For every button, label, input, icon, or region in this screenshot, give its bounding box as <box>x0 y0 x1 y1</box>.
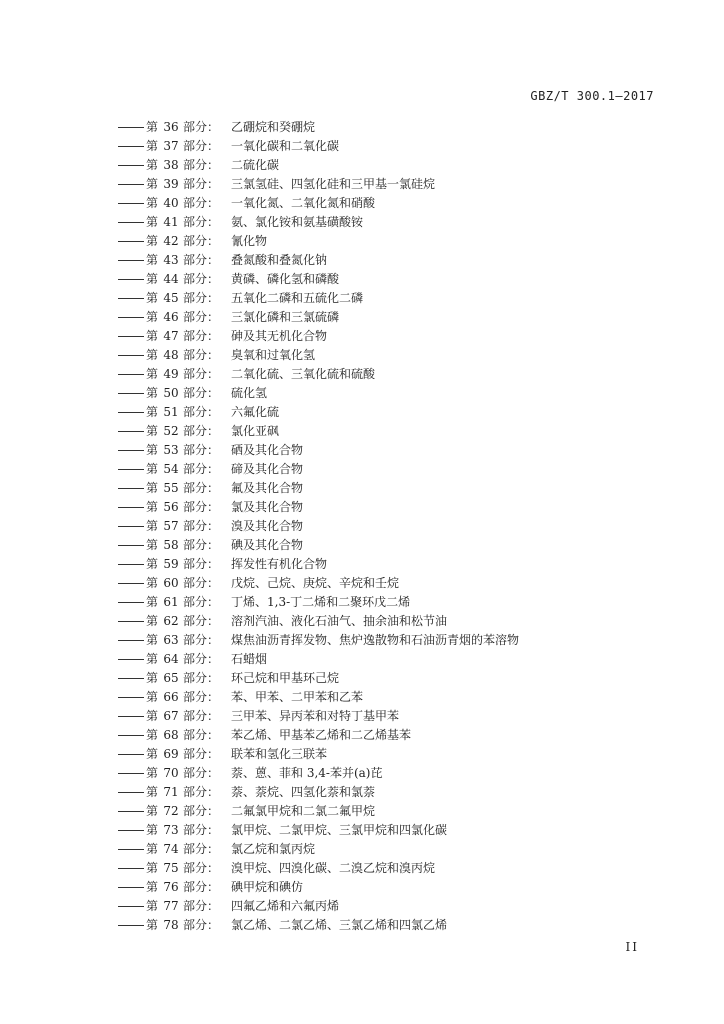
part-prefix: 第 <box>146 709 159 723</box>
list-item <box>118 498 519 517</box>
list-item <box>118 688 519 707</box>
part-title: 萘、蒽、菲和 3,4-苯并(a)芘 <box>231 766 383 780</box>
part-prefix: 第 <box>146 557 159 571</box>
part-prefix: 第 <box>146 728 159 742</box>
part-prefix: 第 <box>146 158 159 172</box>
em-dash <box>118 792 144 793</box>
part-number: 59 <box>163 557 179 571</box>
list-item <box>118 346 519 365</box>
part-number: 46 <box>163 310 179 324</box>
part-number: 72 <box>163 804 179 818</box>
em-dash <box>118 868 144 869</box>
part-number: 42 <box>163 234 179 248</box>
part-title: 臭氧和过氧化氢 <box>231 348 316 362</box>
part-suffix: 部分： <box>183 500 220 514</box>
list-item <box>118 289 519 308</box>
part-prefix: 第 <box>146 367 159 381</box>
part-title: 硫化氢 <box>231 386 268 400</box>
part-prefix: 第 <box>146 842 159 856</box>
part-number: 54 <box>163 462 179 476</box>
part-prefix: 第 <box>146 310 159 324</box>
part-number: 49 <box>163 367 179 381</box>
part-title: 挥发性有机化合物 <box>231 557 328 571</box>
em-dash <box>118 640 144 641</box>
em-dash <box>118 678 144 679</box>
part-number: 63 <box>163 633 179 647</box>
part-title: 联苯和氢化三联苯 <box>231 747 328 761</box>
part-prefix: 第 <box>146 519 159 533</box>
part-number: 67 <box>163 709 179 723</box>
part-number: 77 <box>163 899 179 913</box>
em-dash <box>118 469 144 470</box>
list-item <box>118 574 519 593</box>
part-number: 68 <box>163 728 179 742</box>
list-item <box>118 479 519 498</box>
part-title: 苯、甲苯、二甲苯和乙苯 <box>231 690 364 704</box>
part-number: 36 <box>163 120 179 134</box>
list-item <box>118 156 519 175</box>
list-item <box>118 897 519 916</box>
em-dash <box>118 887 144 888</box>
part-prefix: 第 <box>146 823 159 837</box>
part-prefix: 第 <box>146 899 159 913</box>
part-prefix: 第 <box>146 595 159 609</box>
part-suffix: 部分： <box>183 158 220 172</box>
part-prefix: 第 <box>146 633 159 647</box>
part-prefix: 第 <box>146 253 159 267</box>
list-item <box>118 251 519 270</box>
part-title: 氨、氯化铵和氨基磺酸铵 <box>231 215 364 229</box>
part-number: 55 <box>163 481 179 495</box>
part-prefix: 第 <box>146 329 159 343</box>
part-number: 51 <box>163 405 179 419</box>
part-prefix: 第 <box>146 234 159 248</box>
part-title: 溶剂汽油、液化石油气、抽余油和松节油 <box>231 614 448 628</box>
list-item <box>118 764 519 783</box>
em-dash <box>118 412 144 413</box>
part-number: 56 <box>163 500 179 514</box>
em-dash <box>118 754 144 755</box>
em-dash <box>118 602 144 603</box>
part-number: 78 <box>163 918 179 932</box>
part-prefix: 第 <box>146 538 159 552</box>
list-item <box>118 175 519 194</box>
list-item <box>118 878 519 897</box>
part-number: 38 <box>163 158 179 172</box>
part-title: 乙硼烷和癸硼烷 <box>231 120 316 134</box>
em-dash <box>118 659 144 660</box>
list-item <box>118 517 519 536</box>
list-item <box>118 650 519 669</box>
em-dash <box>118 317 144 318</box>
part-number: 75 <box>163 861 179 875</box>
part-suffix: 部分： <box>183 329 220 343</box>
part-prefix: 第 <box>146 348 159 362</box>
part-prefix: 第 <box>146 481 159 495</box>
part-number: 45 <box>163 291 179 305</box>
part-number: 50 <box>163 386 179 400</box>
em-dash <box>118 298 144 299</box>
em-dash <box>118 811 144 812</box>
part-title: 氯甲烷、二氯甲烷、三氯甲烷和四氯化碳 <box>231 823 448 837</box>
list-item <box>118 916 519 935</box>
part-title: 黄磷、磷化氢和磷酸 <box>231 272 340 286</box>
em-dash <box>118 355 144 356</box>
part-suffix: 部分： <box>183 386 220 400</box>
part-suffix: 部分： <box>183 367 220 381</box>
part-suffix: 部分： <box>183 462 220 476</box>
em-dash <box>118 545 144 546</box>
part-title: 苯乙烯、甲基苯乙烯和二乙烯基苯 <box>231 728 412 742</box>
part-suffix: 部分： <box>183 880 220 894</box>
part-prefix: 第 <box>146 462 159 476</box>
part-title: 溴及其化合物 <box>231 519 304 533</box>
list-item <box>118 726 519 745</box>
em-dash <box>118 488 144 489</box>
parts-list <box>118 118 519 935</box>
part-suffix: 部分： <box>183 405 220 419</box>
part-title: 一氧化氮、二氧化氮和硝酸 <box>231 196 376 210</box>
part-title: 氯及其化合物 <box>231 500 304 514</box>
part-number: 48 <box>163 348 179 362</box>
part-number: 74 <box>163 842 179 856</box>
list-item <box>118 821 519 840</box>
part-title: 四氟乙烯和六氟丙烯 <box>231 899 340 913</box>
part-title: 三氯化磷和三氯硫磷 <box>231 310 340 324</box>
part-prefix: 第 <box>146 177 159 191</box>
part-title: 五氧化二磷和五硫化二磷 <box>231 291 364 305</box>
list-item <box>118 327 519 346</box>
part-number: 40 <box>163 196 179 210</box>
list-item <box>118 365 519 384</box>
em-dash <box>118 431 144 432</box>
part-title: 氟及其化合物 <box>231 481 304 495</box>
part-number: 53 <box>163 443 179 457</box>
part-prefix: 第 <box>146 690 159 704</box>
part-number: 41 <box>163 215 179 229</box>
part-number: 60 <box>163 576 179 590</box>
part-title: 二氧化硫、三氧化硫和硫酸 <box>231 367 376 381</box>
part-title: 戊烷、己烷、庚烷、辛烷和壬烷 <box>231 576 400 590</box>
part-number: 71 <box>163 785 179 799</box>
part-title: 碘甲烷和碘仿 <box>231 880 304 894</box>
list-item <box>118 403 519 422</box>
list-item <box>118 460 519 479</box>
part-suffix: 部分： <box>183 272 220 286</box>
list-item <box>118 441 519 460</box>
part-suffix: 部分： <box>183 842 220 856</box>
list-item <box>118 745 519 764</box>
part-title: 一氧化碳和二氧化碳 <box>231 139 340 153</box>
part-prefix: 第 <box>146 120 159 134</box>
part-title: 碲及其化合物 <box>231 462 304 476</box>
part-title: 三氯氢硅、四氢化硅和三甲基一氯硅烷 <box>231 177 436 191</box>
part-suffix: 部分： <box>183 690 220 704</box>
em-dash <box>118 773 144 774</box>
part-number: 43 <box>163 253 179 267</box>
part-title: 硒及其化合物 <box>231 443 304 457</box>
list-item <box>118 707 519 726</box>
part-prefix: 第 <box>146 272 159 286</box>
part-suffix: 部分： <box>183 861 220 875</box>
list-item <box>118 270 519 289</box>
part-number: 70 <box>163 766 179 780</box>
em-dash <box>118 146 144 147</box>
part-prefix: 第 <box>146 424 159 438</box>
part-suffix: 部分： <box>183 823 220 837</box>
part-suffix: 部分： <box>183 177 220 191</box>
list-item <box>118 232 519 251</box>
part-title: 氯乙烷和氯丙烷 <box>231 842 316 856</box>
part-title: 六氟化硫 <box>231 405 280 419</box>
list-item <box>118 859 519 878</box>
part-number: 66 <box>163 690 179 704</box>
part-suffix: 部分： <box>183 443 220 457</box>
em-dash <box>118 526 144 527</box>
part-suffix: 部分： <box>183 424 220 438</box>
part-number: 69 <box>163 747 179 761</box>
part-title: 砷及其无机化合物 <box>231 329 328 343</box>
part-prefix: 第 <box>146 196 159 210</box>
part-title: 碘及其化合物 <box>231 538 304 552</box>
part-suffix: 部分： <box>183 139 220 153</box>
em-dash <box>118 450 144 451</box>
em-dash <box>118 184 144 185</box>
list-item <box>118 783 519 802</box>
list-item <box>118 118 519 137</box>
part-prefix: 第 <box>146 671 159 685</box>
part-number: 58 <box>163 538 179 552</box>
part-title: 三甲苯、异丙苯和对特丁基甲苯 <box>231 709 400 723</box>
list-item <box>118 213 519 232</box>
part-suffix: 部分： <box>183 215 220 229</box>
part-suffix: 部分： <box>183 899 220 913</box>
part-suffix: 部分： <box>183 234 220 248</box>
part-number: 65 <box>163 671 179 685</box>
list-item <box>118 840 519 859</box>
part-prefix: 第 <box>146 785 159 799</box>
em-dash <box>118 203 144 204</box>
list-item <box>118 802 519 821</box>
part-suffix: 部分： <box>183 785 220 799</box>
part-prefix: 第 <box>146 766 159 780</box>
part-number: 76 <box>163 880 179 894</box>
part-prefix: 第 <box>146 405 159 419</box>
part-prefix: 第 <box>146 500 159 514</box>
part-prefix: 第 <box>146 139 159 153</box>
part-title: 石蜡烟 <box>231 652 268 666</box>
part-number: 57 <box>163 519 179 533</box>
standard-code: GBZ/T 300.1—2017 <box>530 89 654 103</box>
part-suffix: 部分： <box>183 576 220 590</box>
list-item <box>118 384 519 403</box>
part-title: 煤焦油沥青挥发物、焦炉逸散物和石油沥青烟的苯溶物 <box>231 633 520 647</box>
part-number: 73 <box>163 823 179 837</box>
em-dash <box>118 716 144 717</box>
part-title: 环己烷和甲基环己烷 <box>231 671 340 685</box>
em-dash <box>118 393 144 394</box>
part-prefix: 第 <box>146 443 159 457</box>
part-suffix: 部分： <box>183 671 220 685</box>
part-title: 氯乙烯、二氯乙烯、三氯乙烯和四氯乙烯 <box>231 918 448 932</box>
part-suffix: 部分： <box>183 766 220 780</box>
list-item <box>118 422 519 441</box>
part-prefix: 第 <box>146 804 159 818</box>
part-prefix: 第 <box>146 652 159 666</box>
part-number: 37 <box>163 139 179 153</box>
list-item <box>118 308 519 327</box>
part-number: 52 <box>163 424 179 438</box>
em-dash <box>118 127 144 128</box>
list-item <box>118 194 519 213</box>
part-prefix: 第 <box>146 614 159 628</box>
part-suffix: 部分： <box>183 348 220 362</box>
part-prefix: 第 <box>146 880 159 894</box>
part-title: 二硫化碳 <box>231 158 280 172</box>
em-dash <box>118 583 144 584</box>
part-number: 62 <box>163 614 179 628</box>
em-dash <box>118 241 144 242</box>
em-dash <box>118 507 144 508</box>
part-prefix: 第 <box>146 861 159 875</box>
part-suffix: 部分： <box>183 614 220 628</box>
em-dash <box>118 222 144 223</box>
part-prefix: 第 <box>146 918 159 932</box>
part-suffix: 部分： <box>183 253 220 267</box>
part-suffix: 部分： <box>183 804 220 818</box>
part-suffix: 部分： <box>183 538 220 552</box>
part-title: 丁烯、1,3-丁二烯和二聚环戊二烯 <box>231 595 411 609</box>
part-suffix: 部分： <box>183 728 220 742</box>
part-suffix: 部分： <box>183 918 220 932</box>
em-dash <box>118 621 144 622</box>
em-dash <box>118 260 144 261</box>
list-item <box>118 536 519 555</box>
part-title: 叠氮酸和叠氮化钠 <box>231 253 328 267</box>
part-suffix: 部分： <box>183 519 220 533</box>
part-suffix: 部分： <box>183 196 220 210</box>
part-suffix: 部分： <box>183 633 220 647</box>
part-number: 39 <box>163 177 179 191</box>
part-number: 64 <box>163 652 179 666</box>
list-item <box>118 631 519 650</box>
em-dash <box>118 735 144 736</box>
list-item <box>118 555 519 574</box>
em-dash <box>118 906 144 907</box>
em-dash <box>118 830 144 831</box>
em-dash <box>118 849 144 850</box>
list-item <box>118 137 519 156</box>
list-item <box>118 612 519 631</box>
part-suffix: 部分： <box>183 291 220 305</box>
part-prefix: 第 <box>146 386 159 400</box>
list-item <box>118 593 519 612</box>
list-item <box>118 669 519 688</box>
part-suffix: 部分： <box>183 747 220 761</box>
part-prefix: 第 <box>146 747 159 761</box>
part-suffix: 部分： <box>183 120 220 134</box>
em-dash <box>118 165 144 166</box>
em-dash <box>118 564 144 565</box>
em-dash <box>118 374 144 375</box>
part-suffix: 部分： <box>183 557 220 571</box>
part-suffix: 部分： <box>183 709 220 723</box>
part-suffix: 部分： <box>183 310 220 324</box>
part-number: 44 <box>163 272 179 286</box>
part-suffix: 部分： <box>183 481 220 495</box>
em-dash <box>118 697 144 698</box>
part-title: 氯化亚砜 <box>231 424 280 438</box>
part-suffix: 部分： <box>183 652 220 666</box>
part-prefix: 第 <box>146 215 159 229</box>
part-title: 二氟氯甲烷和二氯二氟甲烷 <box>231 804 376 818</box>
page-number: II <box>625 940 639 954</box>
part-number: 61 <box>163 595 179 609</box>
part-suffix: 部分： <box>183 595 220 609</box>
part-title: 萘、萘烷、四氢化萘和氯萘 <box>231 785 376 799</box>
part-title: 氰化物 <box>231 234 268 248</box>
part-number: 47 <box>163 329 179 343</box>
part-title: 溴甲烷、四溴化碳、二溴乙烷和溴丙烷 <box>231 861 436 875</box>
em-dash <box>118 925 144 926</box>
part-prefix: 第 <box>146 291 159 305</box>
part-prefix: 第 <box>146 576 159 590</box>
em-dash <box>118 336 144 337</box>
em-dash <box>118 279 144 280</box>
